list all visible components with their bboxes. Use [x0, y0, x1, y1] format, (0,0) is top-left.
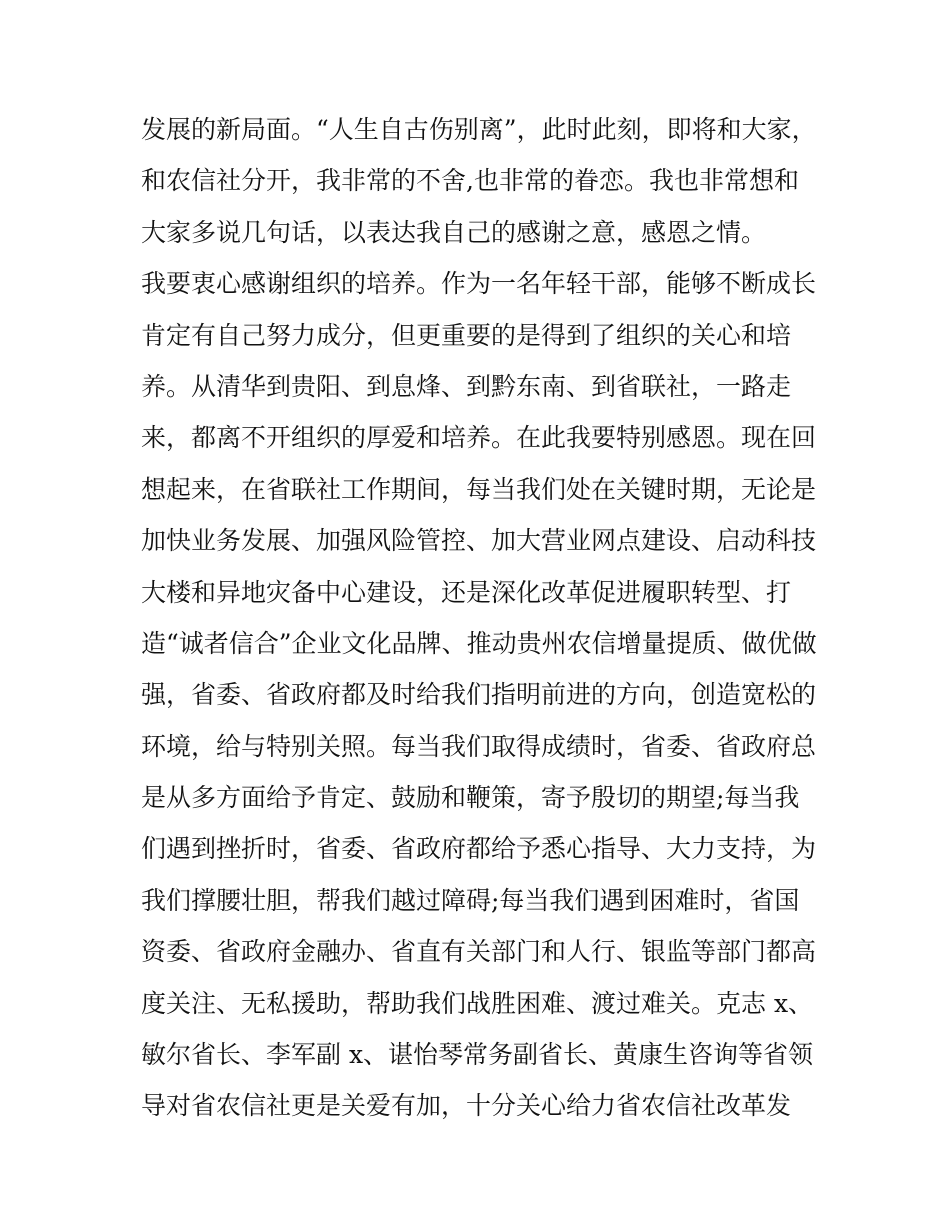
text-line-17: 资委、省政府金融办、省直有关部门和人行、银监等部门都高 — [141, 937, 817, 967]
text-line-6: 养。从清华到贵阳、到息烽、到黔东南、到省联社，一路走 — [141, 371, 792, 401]
text-line-8: 想起来，在省联社工作期间，每当我们处在关键时期，无论是 — [141, 474, 817, 504]
text-line-7: 来，都离不开组织的厚爱和培养。在此我要特别感恩。现在回 — [141, 423, 817, 453]
body-text — [141, 104, 821, 1132]
text-line-13: 环境，给与特别关照。每当我们取得成绩时，省委、省政府总 — [141, 731, 817, 761]
text-line-1: 发展的新局面。“人生自古伤别离”，此时此刻，即将和大家， — [141, 115, 817, 144]
text-line-19: 敏尔省长、李军副 x、谌怡琴常务副省长、黄康生咨询等省领 — [141, 1040, 814, 1070]
text-line-9: 加快业务发展、加强风险管控、加大营业网点建设、启动科技 — [141, 526, 817, 556]
text-line-2: 和农信社分开，我非常的不舍,也非常的眷恋。我也非常想和 — [141, 166, 799, 196]
text-line-16: 我们撑腰壮胆，帮我们越过障碍;每当我们遇到困难时，省国 — [141, 885, 800, 915]
text-line-12: 强，省委、省政府都及时给我们指明前进的方向，创造宽松的 — [141, 680, 817, 710]
text-line-3: 大家多说几句话，以表达我自己的感谢之意，感恩之情。 — [141, 217, 767, 247]
text-line-5: 肯定有自己努力成分，但更重要的是得到了组织的关心和培 — [141, 320, 792, 350]
text-line-4: 我要衷心感谢组织的培养。作为一名年轻干部，能够不断成长 — [141, 269, 817, 299]
text-line-15: 们遇到挫折时，省委、省政府都给予悉心指导、大力支持，为 — [141, 834, 817, 864]
text-line-10: 大楼和异地灾备中心建设，还是深化改革促进履职转型、打 — [141, 577, 792, 607]
text-line-20: 导对省农信社更是关爱有加，十分关心给力省农信社改革发 — [141, 1091, 792, 1121]
text-line-14: 是从多方面给予肯定、鼓励和鞭策，寄予殷切的期望;每当我 — [141, 783, 800, 813]
text-line-11: 造“诚者信合”企业文化品牌、推动贵州农信增量提质、做优做 — [141, 628, 817, 658]
text-line-18: 度关注、无私援助，帮助我们战胜困难、渡过难关。克志 x、 — [141, 988, 814, 1018]
